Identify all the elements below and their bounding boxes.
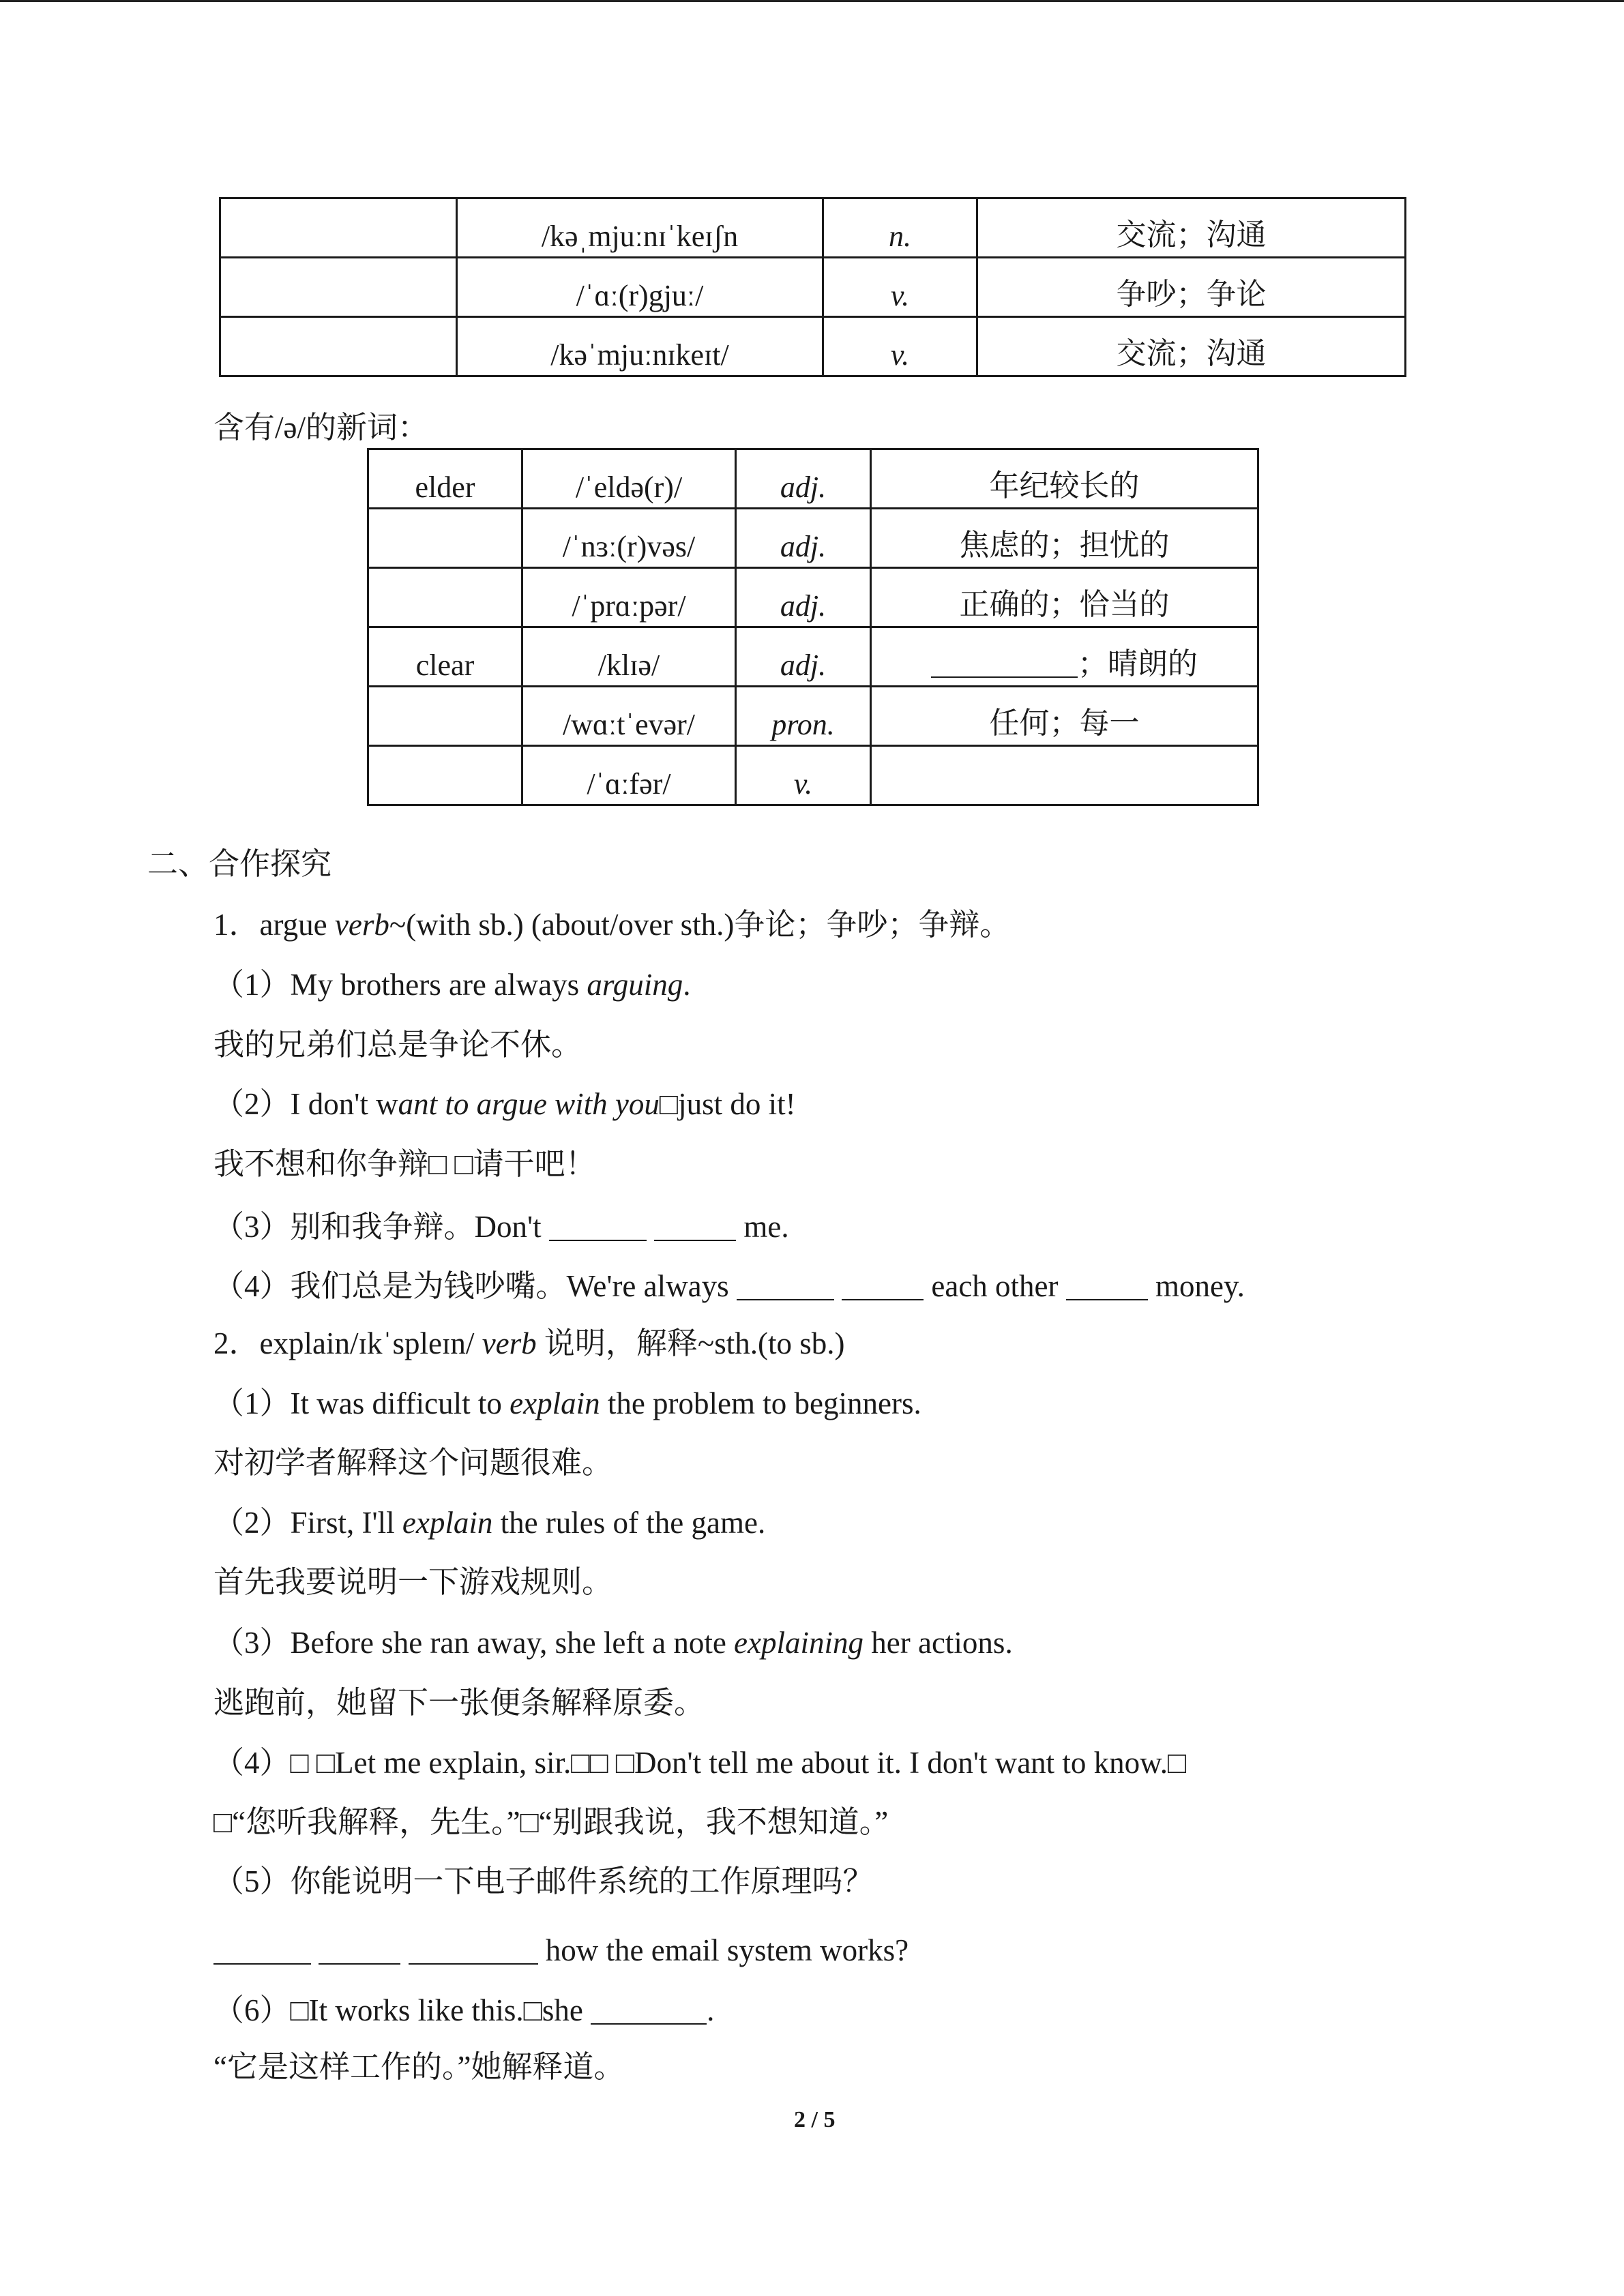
meaning-cell: 任何；每一 bbox=[871, 687, 1258, 746]
item1-example2: （2）I don't want to argue with you□just do it! bbox=[213, 1087, 796, 1121]
table-row bbox=[368, 627, 1258, 687]
vocab-table-1 bbox=[219, 197, 1406, 377]
table-row bbox=[220, 317, 1406, 376]
meaning-cell: 交流；沟通 bbox=[977, 198, 1406, 258]
answer-blank[interactable] bbox=[931, 646, 1078, 678]
phonetic-cell: /ˈɑːfər/ bbox=[522, 746, 736, 805]
answer-blank[interactable] bbox=[591, 1993, 707, 2025]
item2-example6-cn: “它是这样工作的。”她解释道。 bbox=[213, 2050, 625, 2084]
answer-blank[interactable] bbox=[409, 1933, 538, 1965]
answer-blank[interactable] bbox=[319, 1933, 400, 1965]
phonetic-cell: /ˈnɜː(r)vəs/ bbox=[522, 509, 736, 568]
pos-cell: adj. bbox=[736, 449, 871, 509]
word-cell bbox=[368, 509, 522, 568]
section-heading: 二、合作探究 bbox=[147, 847, 332, 881]
item2-example2: （2）First, I'll explain the rules of the game. bbox=[213, 1506, 766, 1540]
item2-example2-cn: 首先我要说明一下游戏规则。 bbox=[213, 1565, 613, 1599]
pos-cell: n. bbox=[823, 198, 977, 258]
pos-cell: pron. bbox=[736, 687, 871, 746]
table-row bbox=[368, 746, 1258, 805]
table-row bbox=[220, 198, 1406, 258]
answer-blank[interactable] bbox=[737, 1268, 834, 1300]
meaning-cell: 年纪较长的 bbox=[871, 449, 1258, 509]
vocab-table-2 bbox=[367, 448, 1259, 806]
item1-example1: （1）My brothers are always arguing. bbox=[213, 968, 691, 1002]
meaning-cell: 正确的；恰当的 bbox=[871, 568, 1258, 627]
word-cell bbox=[220, 258, 457, 317]
answer-blank[interactable] bbox=[549, 1209, 647, 1241]
item1-definition: 1．argue verb~(with sb.) (about/over sth.)争论；争吵；争辩。 bbox=[213, 908, 1011, 942]
pos-cell: v. bbox=[823, 317, 977, 376]
item2-example3: （3）Before she ran away, she left a note explaining her actions. bbox=[213, 1626, 1013, 1660]
page-number: 2 / 5 bbox=[794, 2107, 836, 2132]
schwa-heading: 含有/ə/的新词： bbox=[213, 411, 428, 445]
item2-example5-en: how the email system works? bbox=[213, 1933, 909, 1966]
table-row bbox=[368, 449, 1258, 509]
pos-cell: v. bbox=[736, 746, 871, 805]
item1-example2-cn: 我不想和你争辩□ □请干吧！ bbox=[213, 1147, 596, 1181]
answer-blank[interactable] bbox=[842, 1268, 924, 1300]
word-cell bbox=[368, 746, 522, 805]
word-cell bbox=[220, 317, 457, 376]
item1-example3: （3）别和我争辩。Don't me. bbox=[213, 1210, 789, 1244]
phonetic-cell: /ˈeldə(r)/ bbox=[522, 449, 736, 509]
table-row bbox=[220, 258, 1406, 317]
item2-example4-cn: □“您听我解释，先生。”□“别跟我说，我不想知道。” bbox=[213, 1805, 889, 1839]
pos-cell: adj. bbox=[736, 509, 871, 568]
answer-blank[interactable] bbox=[654, 1209, 736, 1241]
pos-cell: v. bbox=[823, 258, 977, 317]
item2-example1: （1）It was difficult to explain the problem to beginners. bbox=[213, 1386, 921, 1420]
answer-blank[interactable] bbox=[213, 1933, 311, 1965]
item2-example4: （4）□ □Let me explain, sir.□□ □Don't tell me about it. I don't want to know.□ bbox=[213, 1746, 1187, 1780]
phonetic-cell: /klɪə/ bbox=[522, 627, 736, 687]
item1-example1-cn: 我的兄弟们总是争论不休。 bbox=[213, 1028, 582, 1062]
item2-example1-cn: 对初学者解释这个问题很难。 bbox=[213, 1446, 613, 1480]
table-row bbox=[368, 687, 1258, 746]
item2-definition: 2．explain/ɪkˈspleɪn/ verb 说明，解释~sth.(to sb.) bbox=[213, 1326, 845, 1360]
word-cell bbox=[220, 198, 457, 258]
phonetic-cell: /ˈɑː(r)gjuː/ bbox=[457, 258, 823, 317]
phonetic-cell: /kəˌmjuːnɪˈkeɪʃn bbox=[457, 198, 823, 258]
pos-cell: adj. bbox=[736, 627, 871, 687]
phonetic-cell: /ˈprɑːpər/ bbox=[522, 568, 736, 627]
word-cell: elder bbox=[368, 449, 522, 509]
table-row bbox=[368, 568, 1258, 627]
answer-blank[interactable] bbox=[1066, 1268, 1148, 1300]
word-cell bbox=[368, 568, 522, 627]
meaning-cell bbox=[871, 746, 1258, 805]
meaning-cell: ；晴朗的 bbox=[871, 627, 1258, 687]
phonetic-cell: /kəˈmjuːnɪkeɪt/ bbox=[457, 317, 823, 376]
pos-cell: adj. bbox=[736, 568, 871, 627]
word-cell: clear bbox=[368, 627, 522, 687]
item2-example5: （5）你能说明一下电子邮件系统的工作原理吗？ bbox=[213, 1864, 874, 1898]
item2-example6: （6）□It works like this.□she . bbox=[213, 1993, 715, 2027]
item2-example3-cn: 逃跑前，她留下一张便条解释原委。 bbox=[213, 1686, 705, 1720]
meaning-cell: 焦虑的；担忧的 bbox=[871, 509, 1258, 568]
meaning-cell: 争吵；争论 bbox=[977, 258, 1406, 317]
item1-example4: （4）我们总是为钱吵嘴。We're always each other money. bbox=[213, 1269, 1245, 1303]
phonetic-cell: /wɑːtˈevər/ bbox=[522, 687, 736, 746]
top-border bbox=[0, 0, 1624, 2]
table-row bbox=[368, 509, 1258, 568]
meaning-cell: 交流；沟通 bbox=[977, 317, 1406, 376]
word-cell bbox=[368, 687, 522, 746]
